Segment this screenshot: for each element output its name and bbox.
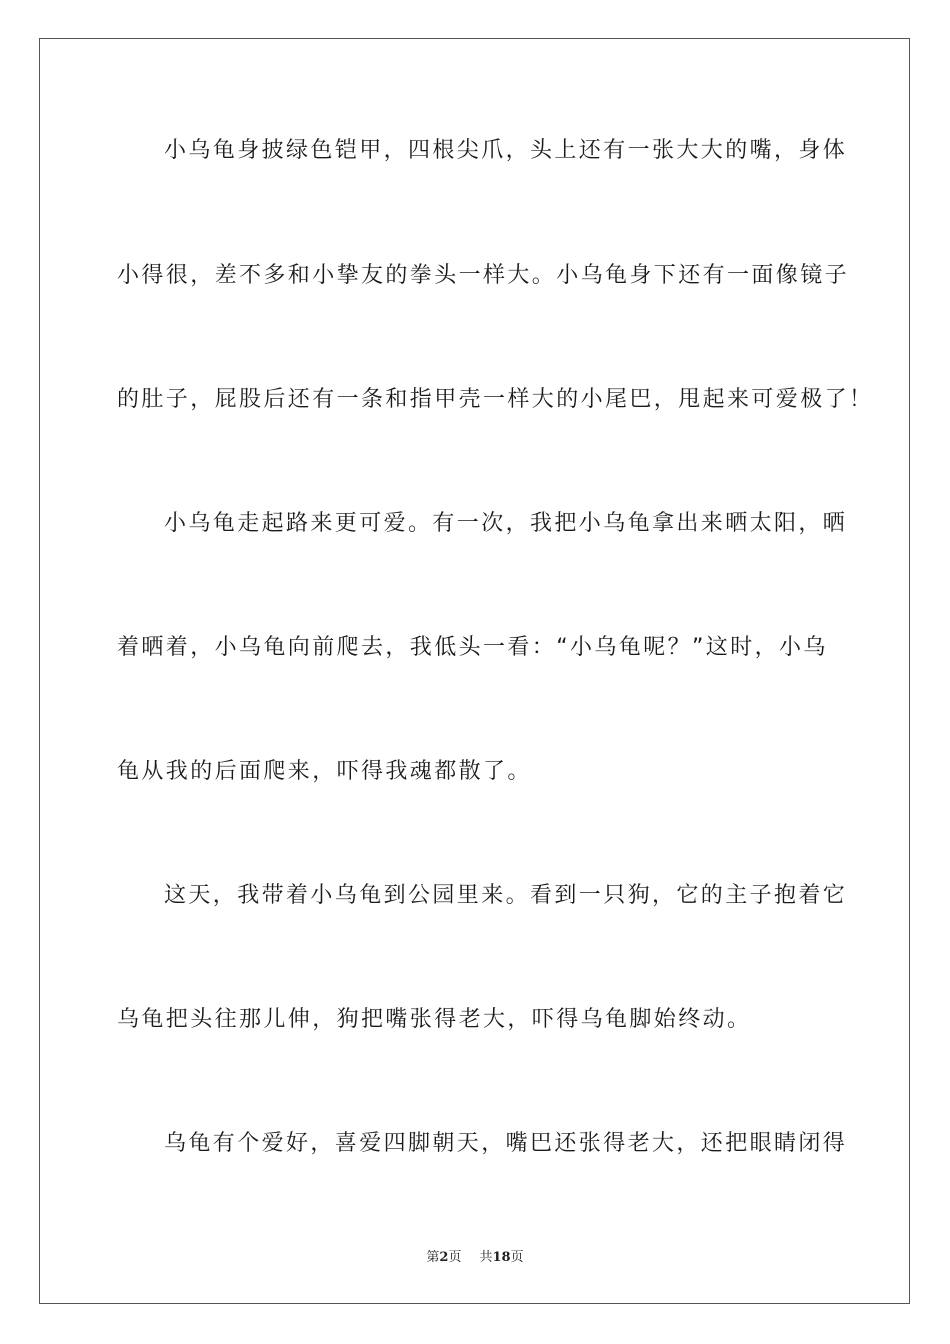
total-label-prefix: 共: [479, 1250, 493, 1265]
paragraph-3-line-1: 这天，我带着小乌龟到公园里来。看到一只狗，它的主子抱着它: [164, 883, 848, 908]
total-label-unit: 页: [510, 1250, 524, 1265]
paragraph-2-line-3: 龟从我的后面爬来，吓得我魂都散了。: [117, 759, 532, 784]
page-label-prefix: 第: [426, 1250, 440, 1265]
current-page-number: 2: [439, 1250, 449, 1265]
total-page-count: 18: [492, 1250, 511, 1265]
paragraph-4-line-1: 乌龟有个爱好，喜爱四脚朝天，嘴巴还张得老大，还把眼睛闭得: [164, 1131, 848, 1156]
paragraph-1-line-2: 小得很，差不多和小挚友的拳头一样大。小乌龟身下还有一面像镜子: [117, 263, 850, 288]
paragraph-2-line-2: 着晒着，小乌龟向前爬去，我低头一看：“小乌龟呢？”这时，小乌: [117, 635, 828, 660]
page-label-unit: 页: [448, 1250, 462, 1265]
paragraph-3-line-2: 乌龟把头往那儿伸，狗把嘴张得老大，吓得乌龟脚始终动。: [117, 1007, 752, 1032]
paragraph-2-line-1: 小乌龟走起路来更可爱。有一次，我把小乌龟拿出来晒太阳，晒: [164, 511, 848, 536]
page-footer: [0, 1246, 950, 1265]
page-border: [39, 38, 910, 1304]
paragraph-1-line-1: 小乌龟身披绿色铠甲，四根尖爪，头上还有一张大大的嘴，身体: [164, 138, 848, 163]
paragraph-1-line-3: 的肚子，屁股后还有一条和指甲壳一样大的小尾巴，甩起来可爱极了！: [117, 387, 874, 412]
